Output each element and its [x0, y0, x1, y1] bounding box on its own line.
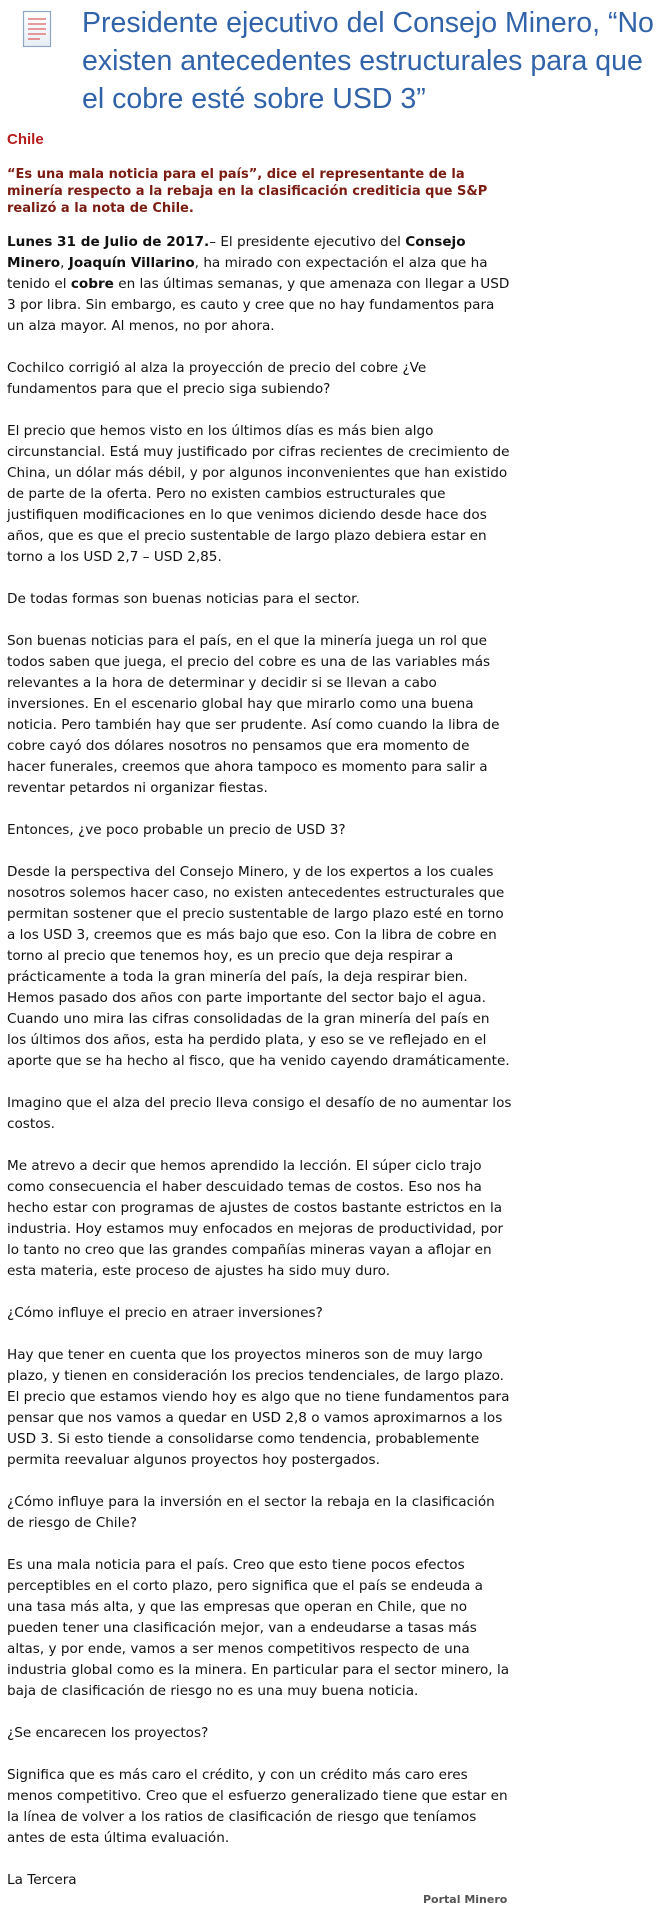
- article-question: De todas formas son buenas noticias para el sector.: [7, 591, 360, 607]
- article-paragraph: Me atrevo a decir que hemos aprendido la lección. El súper ciclo trajo como consecuencia el haber descuidado temas de costos. Eso nos ha hecho estar con programas de ajustes de costos bastante estrictos en la industria. Hoy estamos muy enfocados en mejoras de productividad, por lo tanto no creo que las grandes compañías mineras vayan a aflojar en esta materia, este proceso de ajustes ha sido muy duro.: [7, 1158, 504, 1279]
- article-question: Entonces, ¿ve poco probable un precio de USD 3?: [7, 822, 346, 838]
- footer-credit: Portal Minero: [423, 1893, 508, 1906]
- article-paragraph: Hay que tener en cuenta que los proyectos mineros son de muy largo plazo, y tienen en consideración los precios tendenciales, de largo plazo. El precio que estamos viendo hoy es algo que no tiene fundamentos para pensar que nos vamos a quedar en USD 2,8 o vamos aproximarnos a los USD 3. Si esto tiende a consolidarse como tendencia, probablemente permita reevaluar algunos proyectos hoy postergados.: [7, 1347, 510, 1468]
- article-paragraph: El precio que hemos visto en los últimos días es más bien algo circunstancial. Está muy justificado por cifras recientes de crecimiento de China, un dólar más débil, y por algunos inconvenientes que han existido de parte de la oferta. Pero no existen cambios estructurales que justifiquen modificaciones en lo que venimos diciendo desde hace dos años, que es que el precio sustentable de largo plazo debiera estar en torno a los USD 2,7 – USD 2,85.: [7, 423, 510, 565]
- article-question: ¿Cómo influye para la inversión en el sector la rebaja en la clasificación de riesgo de Chile?: [7, 1494, 495, 1531]
- article-body: [7, 232, 512, 1912]
- article-question: ¿Se encarecen los proyectos?: [7, 1725, 209, 1741]
- article-title: Presidente ejecutivo del Consejo Minero, “No existen antecedentes estructurales para que el cobre esté sobre USD 3”: [82, 7, 654, 115]
- article-paragraph: Desde la perspectiva del Consejo Minero, y de los expertos a los cuales nosotros solemos hacer caso, no existen antecedentes estructurales que permitan sostener que el precio sustentable de largo plazo esté en torno a los USD 3, creemos que es más bajo que eso. Con la libra de cobre en torno al precio que tenemos hoy, es un precio que deja respirar a prácticamente a toda la gran minería del país, la deja respirar bien. Hemos pasado dos años con parte importante del sector bajo el agua. Cuando uno mira las cifras consolidadas de la gran minería del país en los últimos dos años, esta ha perdido plata, y eso se ve reflejado en el aporte que se ha hecho al fisco, que ha venido cayendo dramáticamente.: [7, 864, 510, 1069]
- document-icon: [22, 10, 52, 48]
- article-paragraph: Son buenas noticias para el país, en el que la minería juega un rol que todos saben que juega, el precio del cobre es una de las variables más relevantes a la hora de determinar y decidir si se llevan a cabo inversiones. En el escenario global hay que mirarlo como una buena noticia. Pero también hay que ser prudente. Así como cuando la libra de cobre cayó dos dólares nosotros no pensamos que era momento de hacer funerales, creemos que ahora tampoco es momento para salir a reventar petardos ni organizar fiestas.: [7, 633, 500, 796]
- article-question: ¿Cómo influye el precio en atraer inversiones?: [7, 1305, 323, 1321]
- section-label: Chile: [7, 131, 44, 148]
- article-paragraph: Lunes 31 de Julio de 2017.– El presidente ejecutivo del Consejo Minero, Joaquín Villarino, ha mirado con expectación el alza que ha tenido el cobre en las últimas semanas, y que amenaza con llegar a USD 3 por libra. Sin embargo, es cauto y cree que no hay fundamentos para un alza mayor. Al menos, no por ahora.: [7, 234, 510, 334]
- article-paragraph: Significa que es más caro el crédito, y con un crédito más caro eres menos competitivo. Creo que el esfuerzo generalizado tiene que estar en la línea de volver a los ratios de clasificación de riesgo que teníamos antes de esta última evaluación.: [7, 1767, 508, 1846]
- article-date: Lunes 31 de Julio de 2017.: [7, 234, 210, 250]
- article-paragraph: Es una mala noticia para el país. Creo que esto tiene pocos efectos perceptibles en el corto plazo, pero significa que el país se endeuda a una tasa más alta, y que las empresas que operan en Chile, que no pueden tener una clasificación mejor, van a endeudarse a tasas más altas, y por ende, vamos a ser menos competitivos respecto de una industria global como es la minera. En particular para el sector minero, la baja de clasificación de riesgo no es una muy buena noticia.: [7, 1557, 510, 1699]
- article-question: Cochilco corrigió al alza la proyección de precio del cobre ¿Ve fundamentos para que el precio siga subiendo?: [7, 360, 427, 397]
- article-source: La Tercera: [7, 1872, 77, 1888]
- article-lead: “Es una mala noticia para el país”, dice el representante de la minería respecto a la rebaja en la clasificación crediticia que S&P realizó a la nota de Chile.: [7, 167, 488, 216]
- article-question: Imagino que el alza del precio lleva consigo el desafío de no aumentar los costos.: [7, 1095, 512, 1132]
